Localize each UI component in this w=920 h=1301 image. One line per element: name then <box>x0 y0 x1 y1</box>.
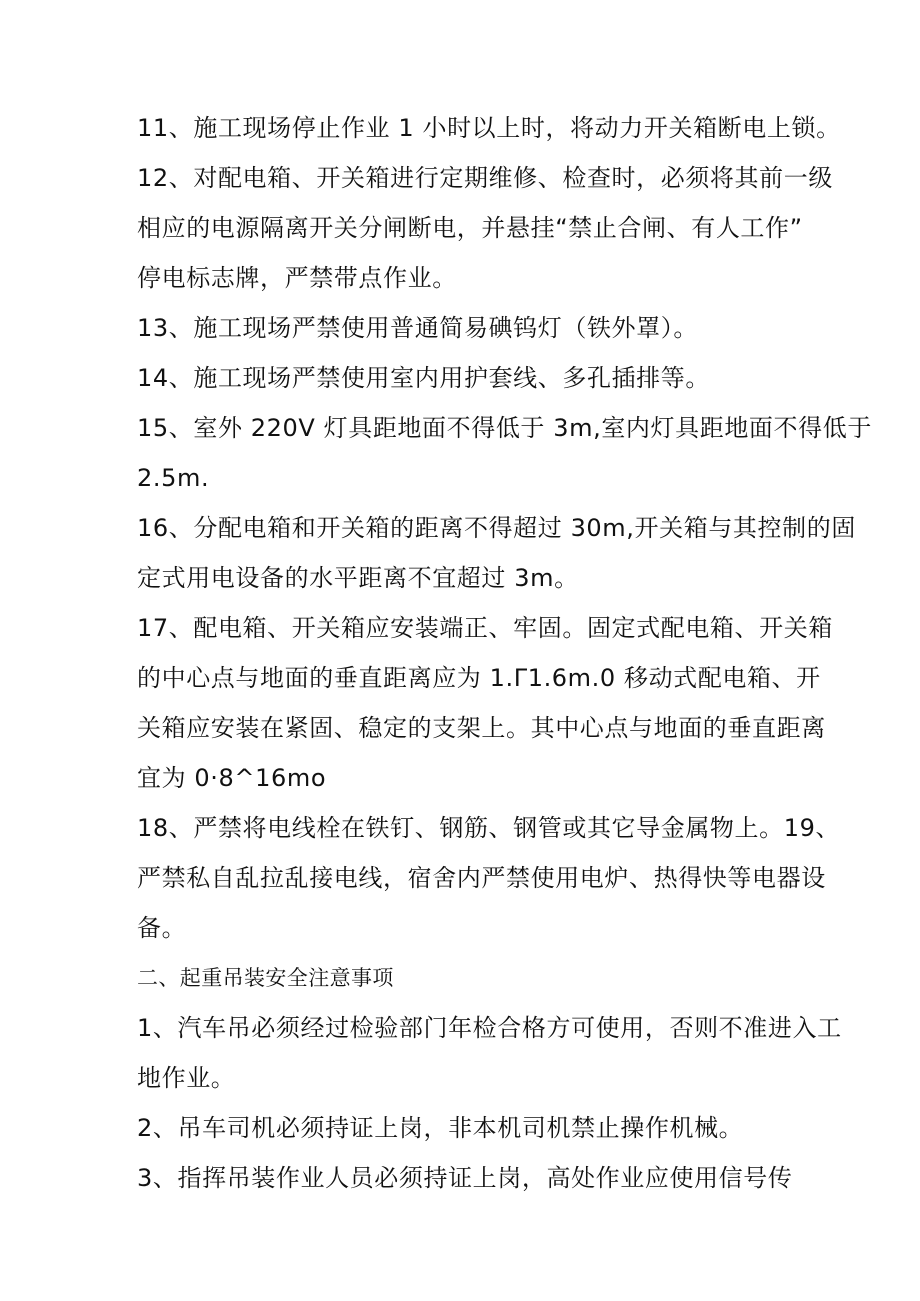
text-line-2: 12、对配电箱、开关箱进行定期维修、检查时，必须将其前一级 <box>137 164 833 192</box>
text-line-8: 2.5m. <box>137 464 210 492</box>
text-line-10: 定式用电设备的水平距离不宜超过 3m。 <box>137 564 579 592</box>
text-line-1: 11、施工现场停止作业 1 小时以上时，将动力开关箱断电上锁。 <box>137 114 841 142</box>
text-line-16: 严禁私自乱拉乱接电线，宿舍内严禁使用电炉、热得快等电器设 <box>137 864 826 892</box>
text-line-21: 2、吊车司机必须持证上岗，非本机司机禁止操作机械。 <box>137 1114 744 1142</box>
text-line-11: 17、配电箱、开关箱应安装端正、牢固。固定式配电箱、开关箱 <box>137 614 833 642</box>
text-line-3: 相应的电源隔离开关分闸断电，并悬挂“禁止合闸、有人工作” <box>137 214 803 242</box>
text-line-7: 15、室外 220V 灯具距地面不得低于 3m,室内灯具距地面不得低于 <box>137 414 872 442</box>
text-line-15: 18、严禁将电线栓在铁钉、钢筋、钢管或其它导金属物上。19、 <box>137 814 841 842</box>
text-line-22: 3、指挥吊装作业人员必须持证上岗，高处作业应使用信号传 <box>137 1164 793 1192</box>
text-line-12: 的中心点与地面的垂直距离应为 1.Γ1.6m.0 移动式配电箱、开 <box>137 664 821 692</box>
text-line-14: 宜为 0·8^16mo <box>137 764 327 792</box>
text-line-9: 16、分配电箱和开关箱的距离不得超过 30m,开关箱与其控制的固 <box>137 514 856 542</box>
text-line-19: 1、汽车吊必须经过检验部门年检合格方可使用，否则不准进入工 <box>137 1014 842 1042</box>
text-line-20: 地作业。 <box>137 1064 236 1092</box>
text-line-6: 14、施工现场严禁使用室内用护套线、多孔插排等。 <box>137 364 710 392</box>
text-line-4: 停电标志牌，严禁带点作业。 <box>137 264 457 292</box>
text-line-13: 关箱应安装在紧固、稳定的支架上。其中心点与地面的垂直距离 <box>137 714 826 742</box>
section-heading: 二、起重吊装安全注意事项 <box>137 966 394 990</box>
text-line-17: 备。 <box>137 914 187 942</box>
text-line-5: 13、施工现场严禁使用普通简易碘钨灯（铁外罩）。 <box>137 314 698 342</box>
